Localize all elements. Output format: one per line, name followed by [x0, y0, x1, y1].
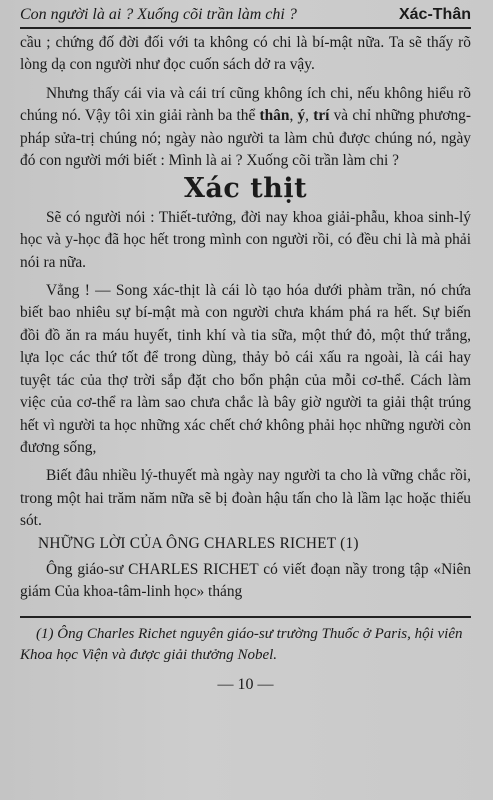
paragraph-1: cầu ; chứng đố đời đối với ta không có chi là bí-mật nữa. Ta sẽ thấy rõ lòng dạ con người như đọc cuốn sách dở ra vậy. — [20, 34, 471, 74]
keyword-y: ý — [297, 107, 306, 125]
footnote-divider — [20, 616, 471, 618]
separator-2: , — [305, 107, 314, 125]
paragraph-2 — [20, 83, 471, 173]
page-body — [20, 32, 471, 604]
paragraph-5: Biết đâu nhiều lý-thuyết mà ngày nay người ta cho là vững chắc rồi, trong một hai trăm năm nữa sẽ bị đoàn hậu tấn cho là lầm lạc hoặc thiếu sót. — [20, 467, 471, 530]
footnote: (1) Ông Charles Richet nguyên giáo-sư trường Thuốc ở Paris, hội viên Khoa học Viện và được giải thưởng Nobel. — [20, 625, 463, 663]
running-header — [20, 6, 471, 29]
subheading: NHỮNG LỜI CỦA ÔNG CHARLES RICHET (1) — [38, 534, 359, 552]
section-title: Xác-Thân — [398, 6, 471, 23]
paragraph-3: Sẽ có người nói : Thiết-tưởng, đời nay khoa giải-phẫu, khoa sinh-lý học và y-học đã học hết trong mình con người rồi, có đều chi là mà phải nói ra nữa. — [20, 208, 471, 271]
running-title: Con người là ai ? Xuống cõi trần làm chi ? — [20, 6, 297, 23]
separator-1: , — [289, 107, 298, 125]
paragraph-2-text-b: và chỉ những phương-pháp sửa-trị chúng nó; ngày nào người ta làm chủ được chúng nó, ngày đó con người mới biết : Mình là ai ? Xuống cõi trần làm chi ? — [20, 107, 471, 170]
keyword-than: thân — [259, 107, 290, 125]
paragraph-4: Vẳng ! — Song xác-thịt là cái lò tạo hóa dưới phàm trần, nó chứa biết bao nhiêu sự bí-mật mà con người chưa khám phá ra hết. Sự biến đồi đồ ăn ra máu huyết, tinh khí và tia sữa, một thứ đỏ, một thứ trắng, lựa lọc các thứ tốt để trong dùng, thảy bỏ cái xấu ra ngoài, là cái hay tuyệt tác của thợ trời sắp đặt cho bổn phận của mỗi cơ-thể. Cách làm việc của cơ-thể ra làm sao chưa chắc là bây giờ người ta giải thật trúng hết vì người ta học những xác chết chớ không phải học những người còn đương sống, — [20, 282, 471, 456]
paragraph-6: Ông giáo-sư CHARLES RICHET có viết đoạn nầy trong tập «Niên giám Của khoa-tâm-linh học» tháng — [20, 560, 471, 601]
section-heading: Xác thịt — [183, 173, 308, 205]
paragraph-2-text-a: Nhưng thấy cái via và cái trí cũng không ích chi, nếu không hiểu rõ chúng nó. Vậy tôi xin giải rành ba thể — [20, 84, 471, 125]
keyword-tri: trí — [313, 107, 330, 125]
page-number: — 10 — — [217, 675, 274, 693]
